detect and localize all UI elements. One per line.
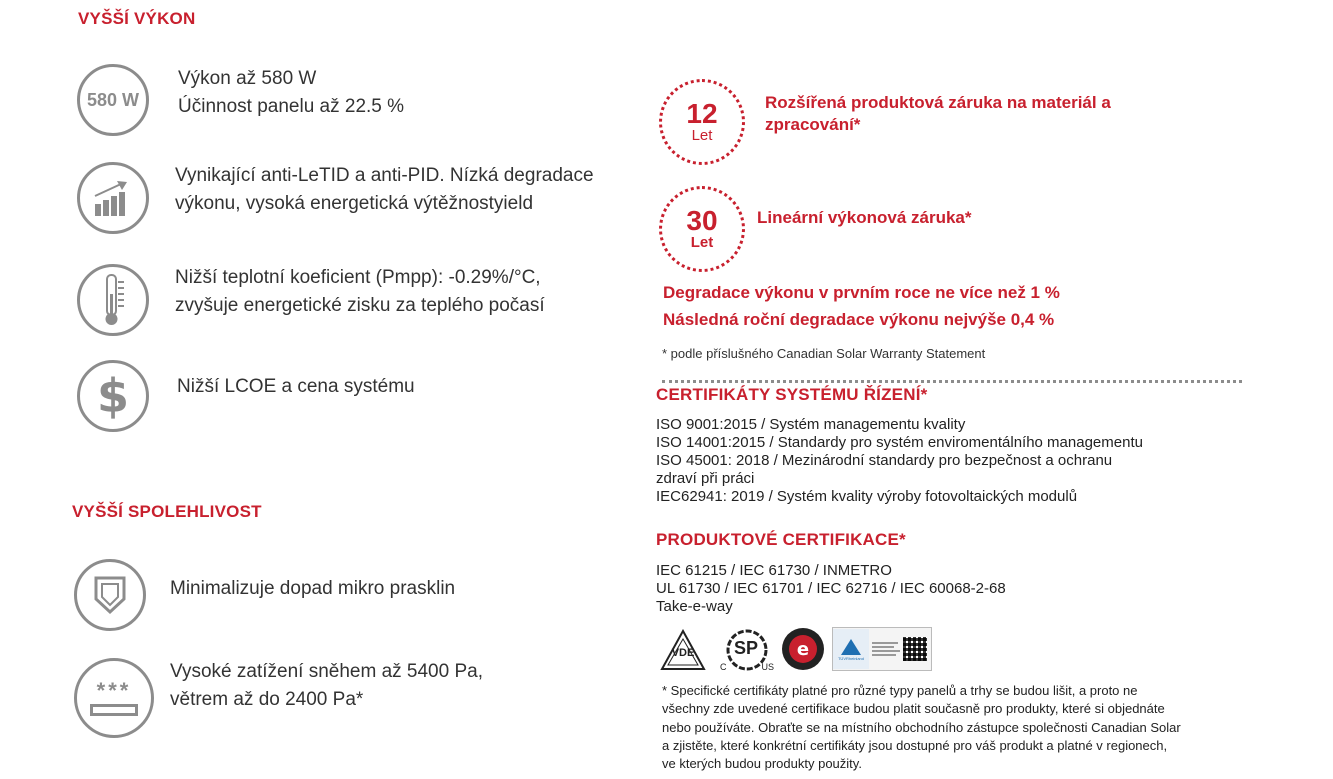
degradation-block — [663, 279, 1060, 333]
warranty-12-unit: Let — [691, 127, 713, 144]
snow-stars: *** — [96, 678, 132, 703]
feature-microcracks-line1: Minimalizuje dopad mikro prasklin — [170, 578, 456, 599]
feature-snow-load — [170, 658, 483, 714]
management-heading: CERTIFIKÁTY SYSTÉMU ŘÍZENÍ* — [656, 385, 928, 404]
management-cert-item: ISO 45001: 2018 / Mezinárodní standardy pro bezpečnost a ochranu — [656, 452, 1113, 469]
management-cert-item: ISO 14001:2015 / Standardy pro systém enviromentálního managementu — [656, 434, 1143, 451]
vde-logo-text: VDE — [671, 647, 695, 659]
feature-lcoe-line1: Nižší LCOE a cena systému — [177, 376, 415, 397]
degradation-first-year: Degradace výkonu v prvním roce ne více než 1 % — [663, 283, 1060, 302]
vde-logo — [660, 628, 706, 672]
feature-microcracks — [170, 575, 455, 603]
power-badge-text: 580 W — [86, 89, 140, 110]
certification-footnote-line: nebo používáte. Obraťte se na místního obchodního zástupce společnosti Canadian Solar — [662, 719, 1181, 735]
feature-degradation-line2: výkonu, vysoká energetická výtěžnostyield — [175, 193, 534, 214]
certification-footnote — [662, 682, 1181, 773]
section-divider — [662, 380, 1242, 383]
csa-logo-text: SP — [734, 638, 759, 658]
reliability-heading: VYŠŠÍ SPOLEHLIVOST — [72, 502, 262, 521]
snow-load-icon — [74, 658, 154, 738]
csa-c-mark: C — [720, 662, 727, 672]
management-cert-item: ISO 9001:2015 / Systém managementu kvality — [656, 416, 966, 433]
product-cert-item: Take-e-way — [656, 598, 733, 615]
feature-lcoe — [177, 373, 415, 401]
qr-code-icon — [903, 637, 927, 661]
product-cert-item: IEC 61215 / IEC 61730 / INMETRO — [656, 562, 892, 579]
feature-degradation-line1: Vynikající anti-LeTID a anti-PID. Nízká degradace — [175, 165, 594, 186]
warranty-product-line2: zpracování* — [765, 115, 861, 134]
certification-footnote-line: všechny zde uvedené certifikace budou platit současně pro produkty, které si objednáte — [662, 701, 1165, 717]
certification-footnote-line: ve kterých budou produkty použity. — [662, 756, 862, 772]
warranty-30-unit: Let — [690, 234, 714, 251]
warranty-footnote: * podle příslušného Canadian Solar Warranty Statement — [662, 346, 986, 361]
performance-heading: VYŠŠÍ VÝKON — [78, 9, 196, 28]
tuv-triangle-icon — [840, 638, 862, 656]
degradation-annual: Následná roční degradace výkonu nejvýše 0,4 % — [663, 310, 1055, 329]
warranty-product-line1: Rozšířená produktová záruka na materiál a — [765, 93, 1111, 112]
certification-footnote-line: a zjistěte, které konkrétní certifikáty jsou dostupné pro váš produkt a platné v regionech, — [662, 737, 1168, 753]
product-certs-heading: PRODUKTOVÉ CERTIFIKACE* — [656, 530, 906, 549]
feature-power-line2: Účinnost panelu až 22.5 % — [178, 96, 405, 117]
product-cert-list — [656, 562, 1006, 616]
power-580w-icon — [77, 64, 149, 136]
svg-text:e: e — [796, 639, 810, 660]
feature-temperature-line1: Nižší teplotní koeficient (Pmpp): -0.29%/°C, — [175, 267, 541, 288]
management-cert-list — [656, 416, 1143, 506]
warranty-12-number: 12 — [686, 98, 718, 129]
feature-power — [178, 65, 404, 121]
warranty-12-years-badge — [659, 79, 745, 165]
tuv-label: TÜVRheinland — [837, 655, 864, 661]
warranty-product-text — [765, 92, 1111, 136]
feature-snow-load-line1: Vysoké zatížení sněhem až 5400 Pa, — [170, 661, 483, 682]
feature-degradation — [175, 162, 594, 218]
warranty-30-number: 30 — [686, 205, 718, 236]
tuv-rheinland-certificate — [832, 627, 932, 671]
feature-power-line1: Výkon až 580 W — [178, 68, 317, 89]
management-cert-item: zdraví při práci — [656, 470, 755, 487]
csa-us-mark: US — [761, 662, 774, 672]
product-cert-item: UL 61730 / IEC 61701 / IEC 62716 / IEC 60068-2-68 — [656, 580, 1006, 597]
feature-snow-load-line2: větrem až do 2400 Pa* — [170, 689, 364, 710]
certification-footnote-line: * Specifické certifikáty platné pro různé typy panelů a trhy se budou lišit, a proto ne — [662, 683, 1138, 698]
warranty-linear-text: Lineární výkonová záruka* — [757, 208, 972, 227]
growth-chart-icon — [77, 162, 149, 234]
csa-logo — [720, 626, 774, 674]
take-e-way-logo — [780, 626, 826, 672]
warranty-30-years-badge — [659, 186, 745, 272]
thermometer-icon — [77, 264, 149, 336]
shield-icon — [74, 559, 146, 631]
feature-temperature-line2: zvyšuje energetické zisku za teplého počasí — [175, 295, 545, 316]
dollar-icon: $ — [77, 360, 149, 432]
feature-temperature — [175, 264, 545, 320]
management-cert-item: IEC62941: 2019 / Systém kvality výroby fotovoltaických modulů — [656, 488, 1078, 505]
